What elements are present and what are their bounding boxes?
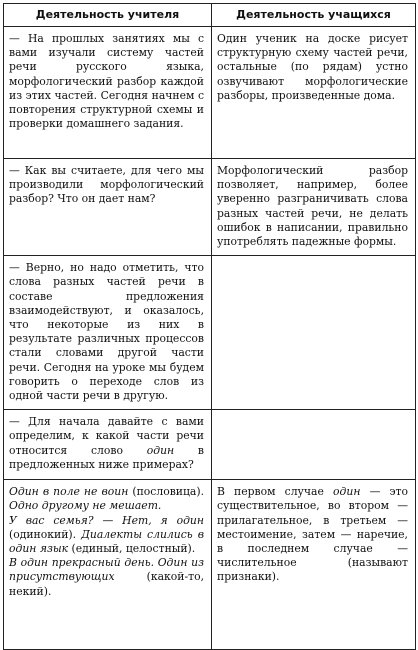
example-3	[9, 514, 204, 557]
table-header-row	[4, 4, 416, 27]
students-cell: Морфологический разбор позволяет, например, более уверенно разграничивать слова разных частей речи, не делать ошибок в написании, правильно употреблять падежные формы.	[212, 159, 416, 256]
word-odin: один	[333, 485, 361, 499]
examples-cell	[4, 480, 212, 650]
teacher-cell	[4, 410, 212, 480]
example-1-note: (пословица).	[128, 485, 205, 499]
example-1-text: Один в поле не воин	[9, 485, 129, 499]
teacher-text-a: — Для начала давайте с вами определим, к какой части речи относится слово	[9, 415, 204, 457]
example-6-text: Один из присутствующих	[9, 556, 204, 584]
students-cell: Один ученик на доске рисует структурную схему частей речи, остальные (по рядам) устно озвучивают морфологические разборы, произведенные дома.	[212, 27, 416, 159]
example-4-text: Диалекты слились в один язык	[9, 527, 204, 556]
table-row	[4, 480, 416, 650]
example-4-note: (единый, целостный).	[68, 542, 196, 556]
example-3-text: У вас семья? — Нет, я один	[9, 513, 204, 527]
example-6-note: (какой-то, некий).	[9, 570, 204, 598]
table-row	[4, 27, 416, 159]
teacher-cell: — Верно, но надо отметить, что слова разных частей речи в составе предложения взаимодействуют, и оказалось, что некоторые из них в результате различных процессов стали словами другой части речи. Сегодня на уроке мы будем говорить о переходе слов из одной части речи в другую.	[4, 256, 212, 410]
header-students: Деятельность учащихся	[212, 4, 416, 27]
table-row	[4, 159, 416, 256]
table-row	[4, 410, 416, 480]
teacher-cell: — Как вы считаете, для чего мы производили морфологический разбор? Что он дает нам?	[4, 159, 212, 256]
students-text-a: В первом случае	[217, 485, 324, 499]
table-row	[4, 256, 416, 410]
students-text-b: — это существительное, во втором — прилагательное, в третьем — местоимение, затем — наречие, в последнем случае — числительное (называют признаки).	[217, 485, 409, 584]
example-5	[9, 556, 204, 599]
example-1	[9, 485, 204, 513]
example-3-note: (одинокий).	[9, 527, 77, 541]
students-cell	[212, 410, 416, 480]
teacher-text-b: в предложенных ниже примерах?	[9, 443, 204, 471]
header-teacher: Деятельность учителя	[4, 4, 212, 27]
students-cell	[212, 256, 416, 410]
example-5-text: В один прекрасный день.	[9, 556, 155, 570]
example-2-text: Одно другому не мешает.	[9, 499, 162, 513]
word-odin: один	[146, 443, 175, 457]
students-cell	[212, 480, 416, 650]
teacher-cell: — На прошлых занятиях мы с вами изучали систему частей речи русского языка, морфологический разбор каждой из этих частей. Сегодня начнем с повторения структурной схемы и проверки домашнего задания.	[4, 27, 212, 159]
lesson-table	[3, 3, 416, 650]
